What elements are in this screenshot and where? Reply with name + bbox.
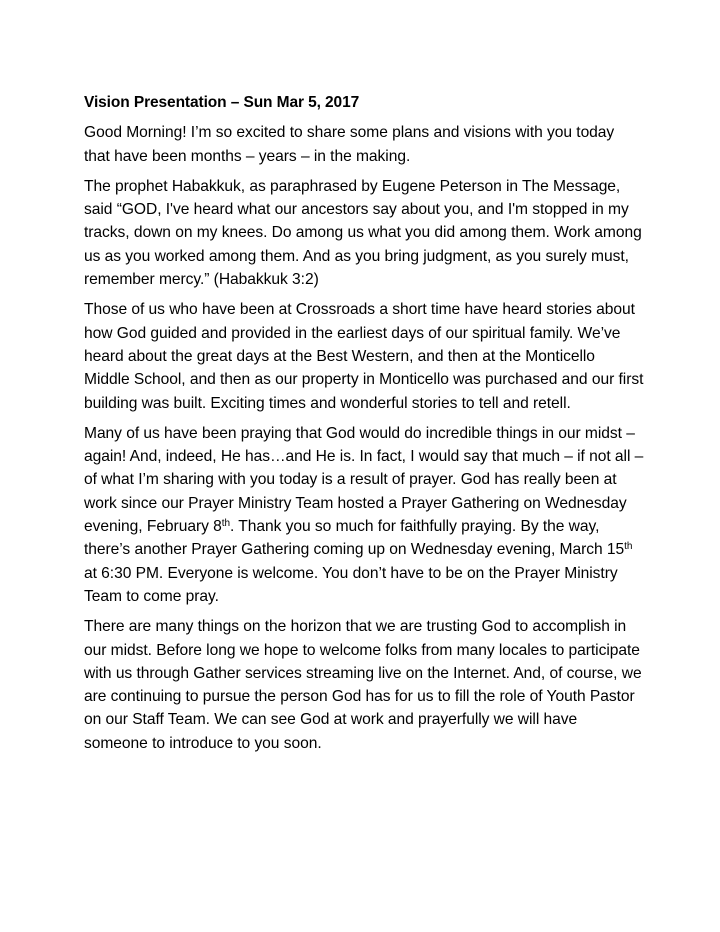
- paragraph-greeting: Good Morning! I’m so excited to share some plans and visions with you today that have been months – years – in the making.: [84, 124, 615, 165]
- document-title: Vision Presentation – Sun Mar 5, 2017: [84, 94, 360, 111]
- document-page: [84, 91, 644, 762]
- paragraph-habakkuk-quote: The prophet Habakkuk, as paraphrased by Eugene Peterson in The Message, said “GOD, I've heard what our ancestors say about you, and I'm stopped in my tracks, down on my knees. Do among us what you did among them. Work among us as you worked among them. And as you bring judgment, as you surely must, remember mercy.” (Habakkuk 3:2): [84, 177, 642, 289]
- paragraph-prayer-text-2: . Thank you so much for faithfully praying. By the way, there’s another Prayer Gathering coming up on Wednesday evening, March 15: [84, 518, 625, 559]
- paragraph-crossroads-history: Those of us who have been at Crossroads a short time have heard stories about how God guided and provided in the earliest days of our spiritual family. We’ve heard about the great days at the Best Western, and then at the Monticello Middle School, and then as our property in Monticello was purchased and our first building was built. Exciting times and wonderful stories to tell and retell.: [84, 301, 644, 412]
- paragraph-horizon: There are many things on the horizon that we are trusting God to accomplish in our midst. Before long we hope to welcome folks from many locales to participate with us through Gather services streaming live on the Internet. And, of course, we are continuing to pursue the person God has for us to fill the role of Youth Pastor on our Staff Team. We can see God at work and prayerfully we will have someone to introduce to you soon.: [84, 618, 642, 752]
- paragraph-prayer-text-1: Many of us have been praying that God would do incredible things in our midst – again! And, indeed, He has…and He is. In fact, I would say that much – if not all – of what I’m sharing with you today is a result of prayer. God has really been at work since our Prayer Ministry Team hosted a Prayer Gathering on Wednesday evening, February 8: [84, 424, 644, 536]
- paragraph-prayer-text-3: at 6:30 PM. Everyone is welcome. You don’t have to be on the Prayer Ministry Team to come pray.: [84, 564, 618, 605]
- ordinal-suffix-feb: th: [221, 517, 230, 529]
- paragraph-prayer: [84, 422, 644, 608]
- ordinal-suffix-mar: th: [624, 541, 633, 553]
